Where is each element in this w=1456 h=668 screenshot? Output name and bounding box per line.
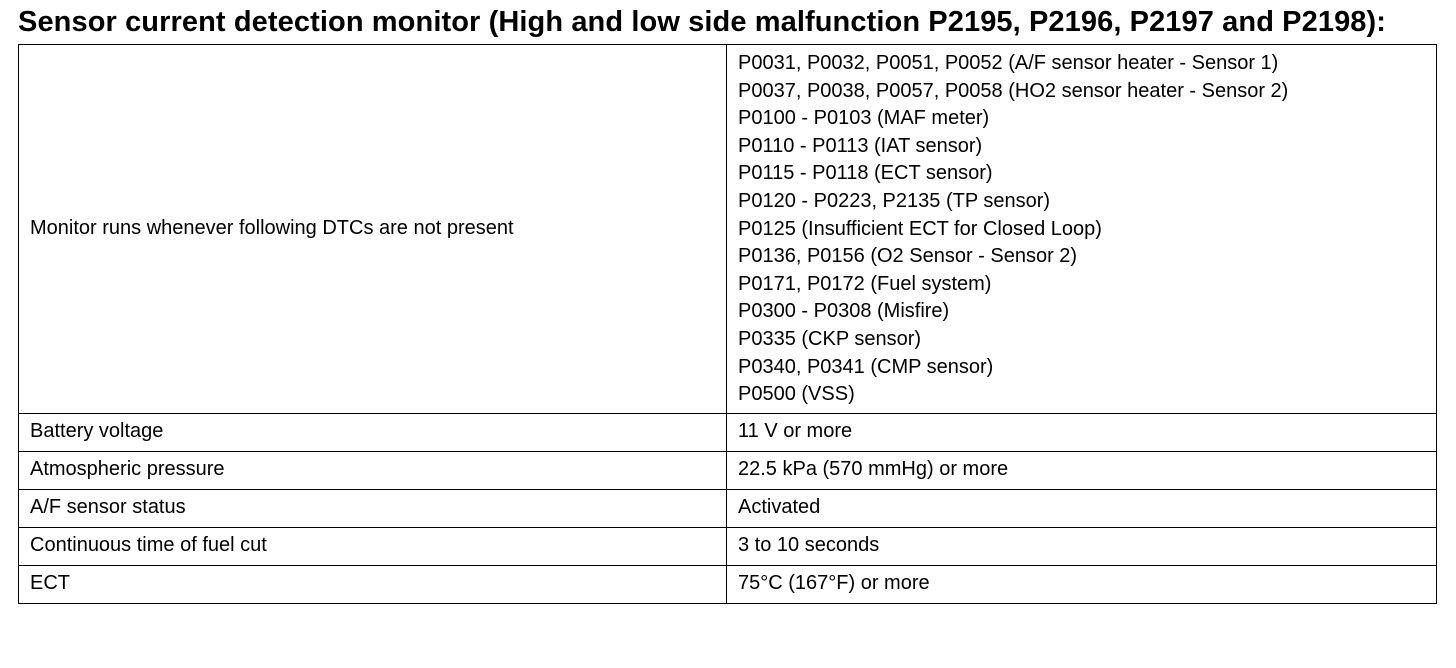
dtc-list-item: P0300 - P0308 (Misfire) (738, 300, 950, 323)
dtc-list-item: P0120 - P0223, P2135 (TP sensor) (738, 189, 1051, 212)
condition-label: Continuous time of fuel cut (19, 527, 727, 565)
condition-value: 75°C (167°F) or more (727, 565, 1437, 603)
table-row-dtc-conditions (19, 45, 1437, 414)
condition-label: Atmospheric pressure (19, 451, 727, 489)
table-row-battery-voltage (19, 413, 1437, 451)
dtc-list-item: P0171, P0172 (Fuel system) (738, 272, 992, 295)
condition-label: Battery voltage (19, 413, 727, 451)
dtc-list-item: P0115 - P0118 (ECT sensor) (738, 162, 993, 185)
dtc-list-item: P0100 - P0103 (MAF meter) (738, 107, 990, 130)
dtc-list-item: P0110 - P0113 (IAT sensor) (738, 134, 983, 157)
dtc-list-item: P0500 (VSS) (738, 383, 855, 406)
dtc-list-item: P0340, P0341 (CMP sensor) (738, 355, 994, 378)
table-row-atmospheric-pressure (19, 451, 1437, 489)
dtc-list-item: P0335 (CKP sensor) (738, 327, 922, 350)
condition-value-list (727, 45, 1437, 414)
dtc-list-item: P0125 (Insufficient ECT for Closed Loop) (738, 217, 1102, 240)
condition-label: Monitor runs whenever following DTCs are not present (19, 45, 727, 414)
condition-value: Activated (727, 489, 1437, 527)
table-row-ect (19, 565, 1437, 603)
dtc-list-item: P0136, P0156 (O2 Sensor - Sensor 2) (738, 245, 1078, 268)
table-row-af-sensor-status (19, 489, 1437, 527)
section-title: Sensor current detection monitor (High and low side malfunction P2195, P2196, P2197 and P2198): (18, 6, 1387, 38)
conditions-table (18, 44, 1437, 604)
table-row-fuel-cut-time (19, 527, 1437, 565)
condition-label: A/F sensor status (19, 489, 727, 527)
dtc-list-item: P0037, P0038, P0057, P0058 (HO2 sensor heater - Sensor 2) (738, 79, 1289, 102)
condition-value: 3 to 10 seconds (727, 527, 1437, 565)
condition-value: 22.5 kPa (570 mmHg) or more (727, 451, 1437, 489)
condition-value: 11 V or more (727, 413, 1437, 451)
condition-label: ECT (19, 565, 727, 603)
dtc-list-item: P0031, P0032, P0051, P0052 (A/F sensor heater - Sensor 1) (738, 52, 1279, 74)
document (18, 6, 1436, 604)
